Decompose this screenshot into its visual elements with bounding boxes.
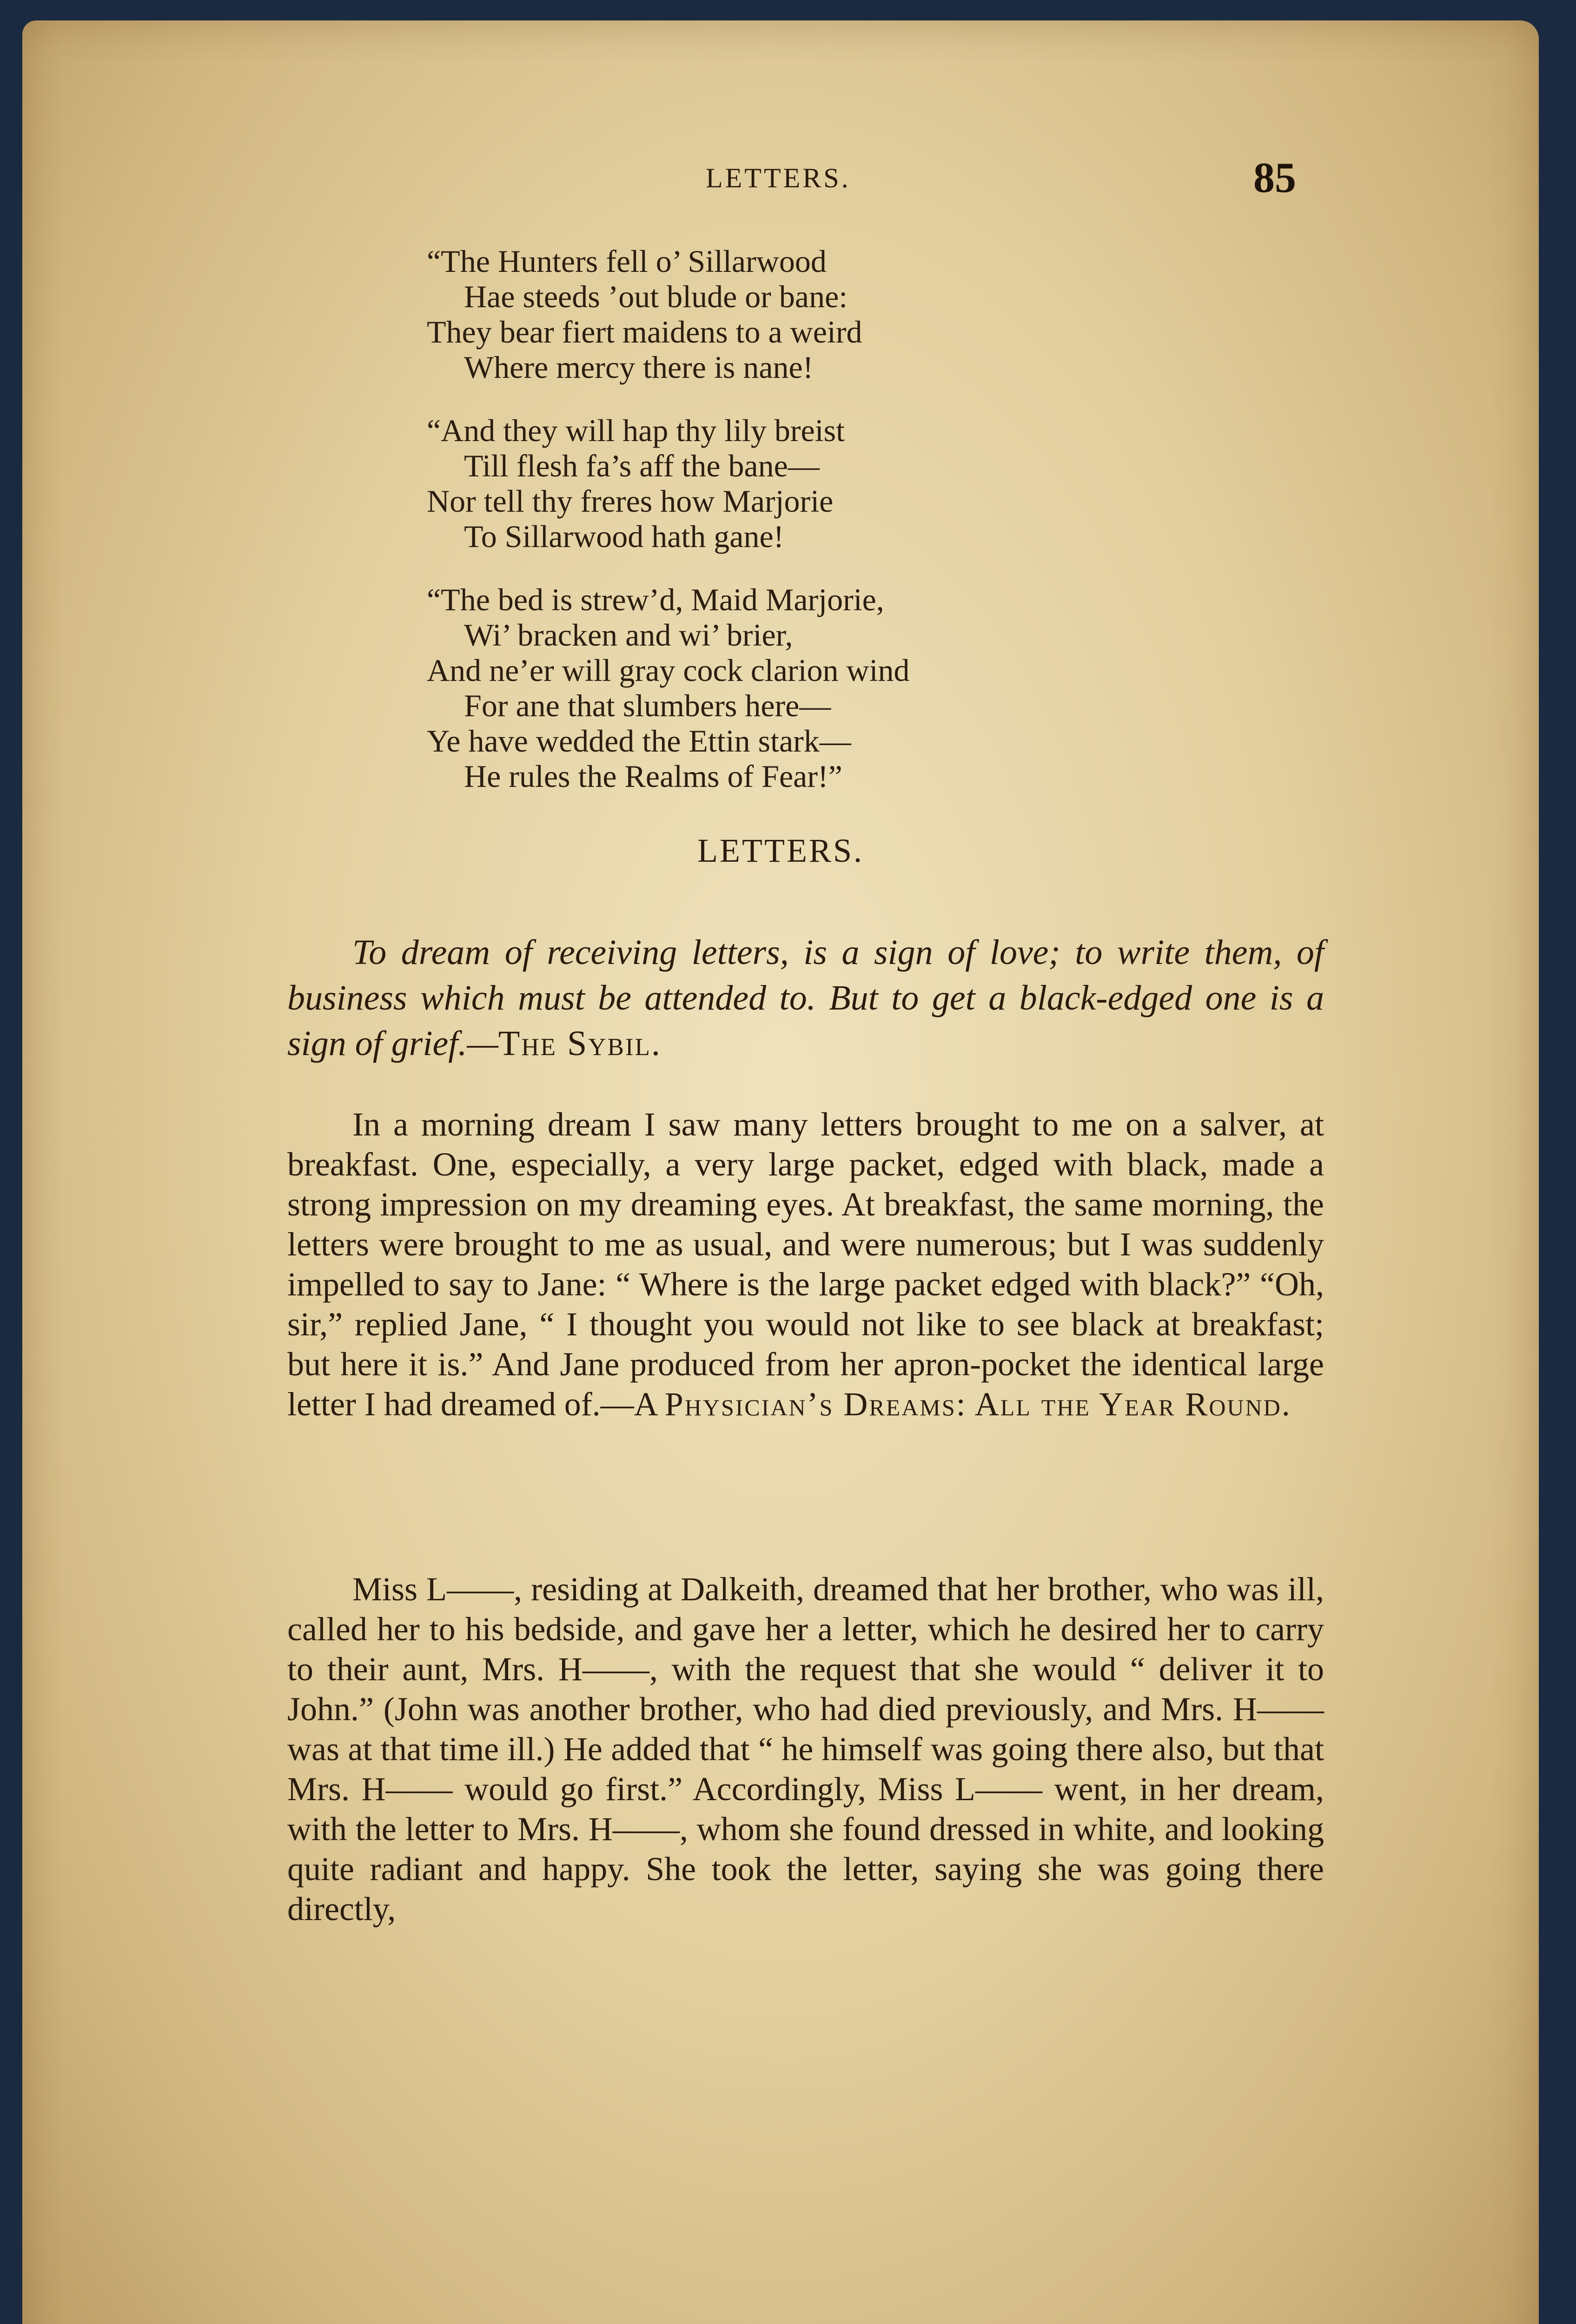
poem-line: Ye have wedded the Ettin stark— xyxy=(427,723,851,759)
section-title: LETTERS. xyxy=(697,832,864,869)
poem-line: Wi’ bracken and wi’ brier, xyxy=(464,617,793,653)
poem-stanza xyxy=(427,244,1171,385)
epigraph-text: To dream of receiving letters, is a sign of love; to write them, of business which must be attended to. But to get a black-edged one is a sign of grief.— xyxy=(287,933,1324,1063)
body-paragraph xyxy=(287,1569,1324,1929)
poem-line: To Sillarwood hath gane! xyxy=(464,519,784,554)
poem-line: They bear fiert maidens to a weird xyxy=(427,314,862,350)
paragraph-source: Physician’s Dreams: All the Year Round. xyxy=(664,1386,1291,1423)
poem-stanza xyxy=(427,413,1171,554)
poem-line: For ane that slumbers here— xyxy=(464,688,831,723)
page-number: 85 xyxy=(1253,154,1296,201)
paragraph-text: In a morning dream I saw many letters brought to me on a salver, at breakfast. One, especially, a very large packet, edged with black, made a strong impression on my dreaming eyes. At breakfast, the same morning, the letters were brought to me as usual, and were numerous; but I was suddenly impelled to say to Jane: “ Where is the large packet edged with black?” “Oh, sir,” replied Jane, “ I thought you would not like to see black at breakfast; but here it is.” And Jane produced from her apron-pocket the identical large letter I had dreamed of.—A xyxy=(287,1106,1324,1423)
poem-line: Where mercy there is nane! xyxy=(464,350,814,385)
poem-line: Nor tell thy freres how Marjorie xyxy=(427,483,834,519)
poem-line: Hae steeds ’out blude or bane: xyxy=(464,279,848,314)
epigraph-source: The Sybil. xyxy=(498,1024,662,1063)
poem-line: “The Hunters fell o’ Sillarwood xyxy=(427,244,827,279)
paragraph-text: Miss L——, residing at Dalkeith, dreamed that her brother, who was ill, called her to his bedside, and gave her a letter, which he desired her to carry to their aunt, Mrs. H——, with the request that she would “ deliver it to John.” (John was another brother, who had died previously, and Mrs. H—— was at that time ill.) He added that “ he himself was going there also, but that Mrs. H—— would go first.” Accordingly, Miss L—— went, in her dream, with the letter to Mrs. H——, whom she found dressed in white, and looking quite radiant and happy. She took the letter, saying she was going there directly, xyxy=(287,1571,1324,1928)
running-head: LETTERS. xyxy=(706,163,851,193)
epigraph xyxy=(287,930,1324,1066)
poem xyxy=(427,244,1171,822)
page-header xyxy=(22,153,1539,213)
body-paragraph xyxy=(287,1104,1324,1424)
poem-line: And ne’er will gray cock clarion wind xyxy=(427,653,910,688)
poem-line: Till flesh fa’s aff the bane— xyxy=(464,448,820,483)
poem-line: “And they will hap thy lily breist xyxy=(427,413,845,448)
poem-stanza xyxy=(427,582,1171,794)
poem-line: “The bed is strew’d, Maid Marjorie, xyxy=(427,582,884,617)
book-page xyxy=(22,20,1539,2324)
poem-line: He rules the Realms of Fear!” xyxy=(464,759,842,794)
